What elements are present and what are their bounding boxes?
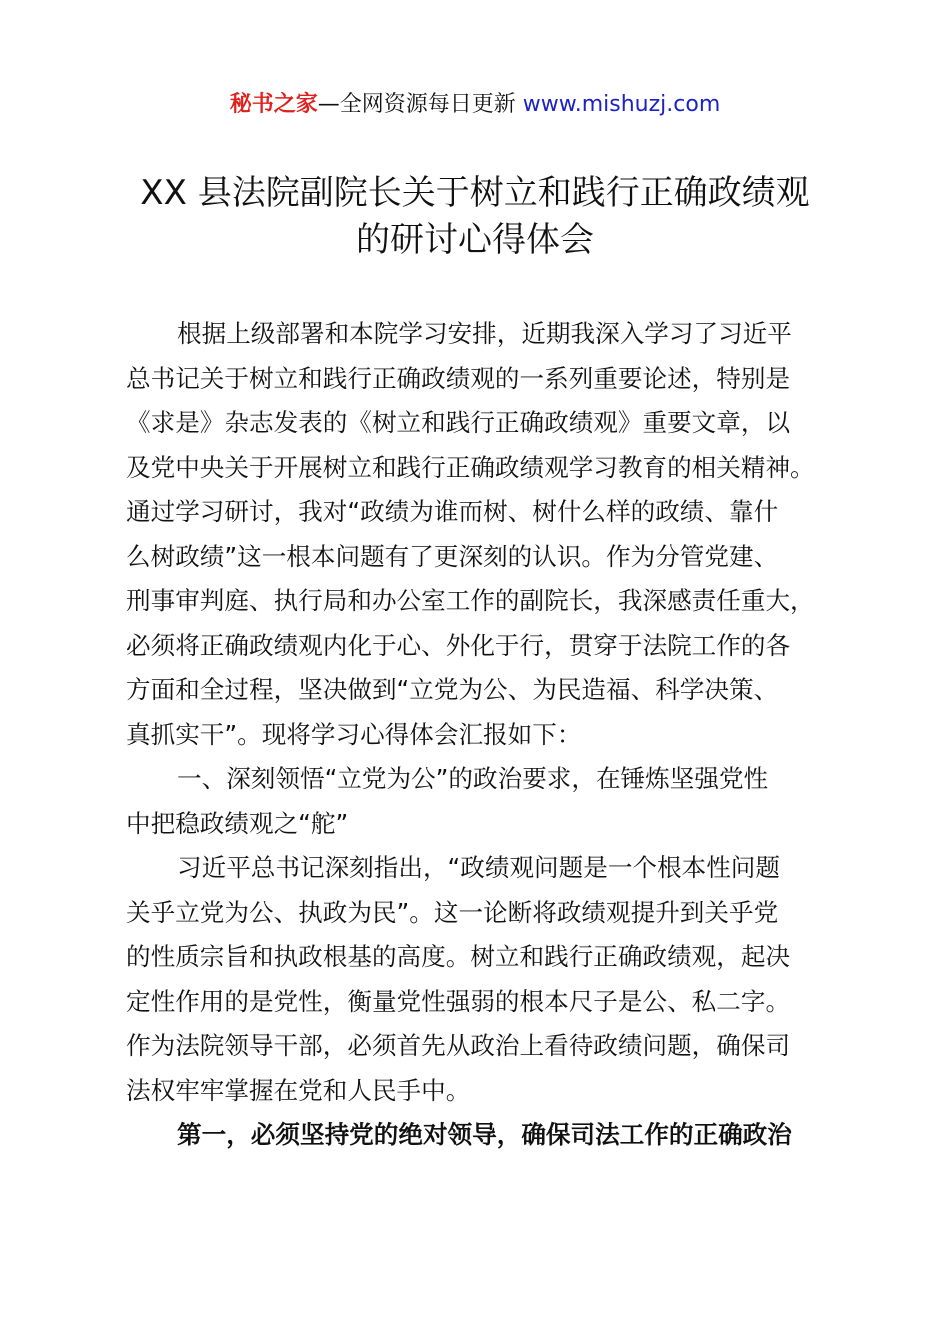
paragraph-section-1: [126, 846, 840, 1113]
text-line: 法权牢牢掌握在党和人民手中。: [126, 1075, 471, 1105]
section-heading-1: [126, 757, 840, 846]
text-line: 及党中央关于开展树立和践行正确政绩观学习教育的相关精神。: [126, 452, 815, 482]
text-line: 真抓实干”。现将学习心得体会汇报如下：: [126, 719, 582, 749]
text-line: 根据上级部署和本院学习安排，近期我深入学习了习近平: [177, 319, 792, 348]
text-line: 《求是》杂志发表的《树立和践行正确政绩观》重要文章，以: [126, 408, 791, 437]
site-brand: 秘书之家: [229, 92, 318, 117]
text-line: 定性作用的是党性，衡量党性强弱的根本尺子是公、私二字。: [126, 986, 791, 1016]
text-line: 习近平总书记深刻指出，“政绩观问题是一个根本性问题: [177, 853, 780, 882]
text-line: 关乎立党为公、执政为民”。这一论断将政绩观提升到关乎党: [126, 897, 779, 927]
text-line: 方面和全过程，坚决做到“立党为公、为民造福、科学决策、: [126, 675, 779, 704]
document-body: [126, 312, 840, 1158]
heading-line: 中把稳政绩观之“舵”: [126, 808, 349, 838]
title-line-1: XX 县法院副院长关于树立和践行正确政绩观: [140, 173, 810, 213]
subheading-1: [126, 1113, 840, 1158]
site-header: [0, 88, 950, 122]
text-line: 作为法院领导干部，必须首先从政治上看待政绩问题，确保司: [126, 1031, 791, 1060]
site-url-link[interactable]: www.mishuzj.com: [522, 92, 721, 117]
title-line-2: 的研讨心得体会: [356, 220, 594, 260]
text-line: 么树政绩”这一根本问题有了更深刻的认识。作为分管党建、: [126, 541, 779, 571]
document-title: [100, 170, 850, 264]
subheading-line: 第一，必须坚持党的绝对领导，确保司法工作的正确政治: [177, 1120, 792, 1149]
text-line: 总书记关于树立和践行正确政绩观的一系列重要论述，特别是: [126, 363, 791, 393]
text-line: 必须将正确政绩观内化于心、外化于行，贯穿于法院工作的各: [126, 630, 791, 660]
text-line: 通过学习研讨，我对“政绩为谁而树、树什么样的政绩、靠什: [126, 497, 779, 526]
text-line: 的性质宗旨和执政根基的高度。树立和践行正确政绩观，起决: [126, 942, 791, 971]
heading-line: 一、深刻领悟“立党为公”的政治要求，在锤炼坚强党性: [177, 764, 769, 793]
paragraph-intro: [126, 312, 840, 757]
text-line: 刑事审判庭、执行局和办公室工作的副院长，我深感责任重大，: [126, 586, 815, 615]
site-tagline: —全网资源每日更新: [317, 92, 516, 117]
